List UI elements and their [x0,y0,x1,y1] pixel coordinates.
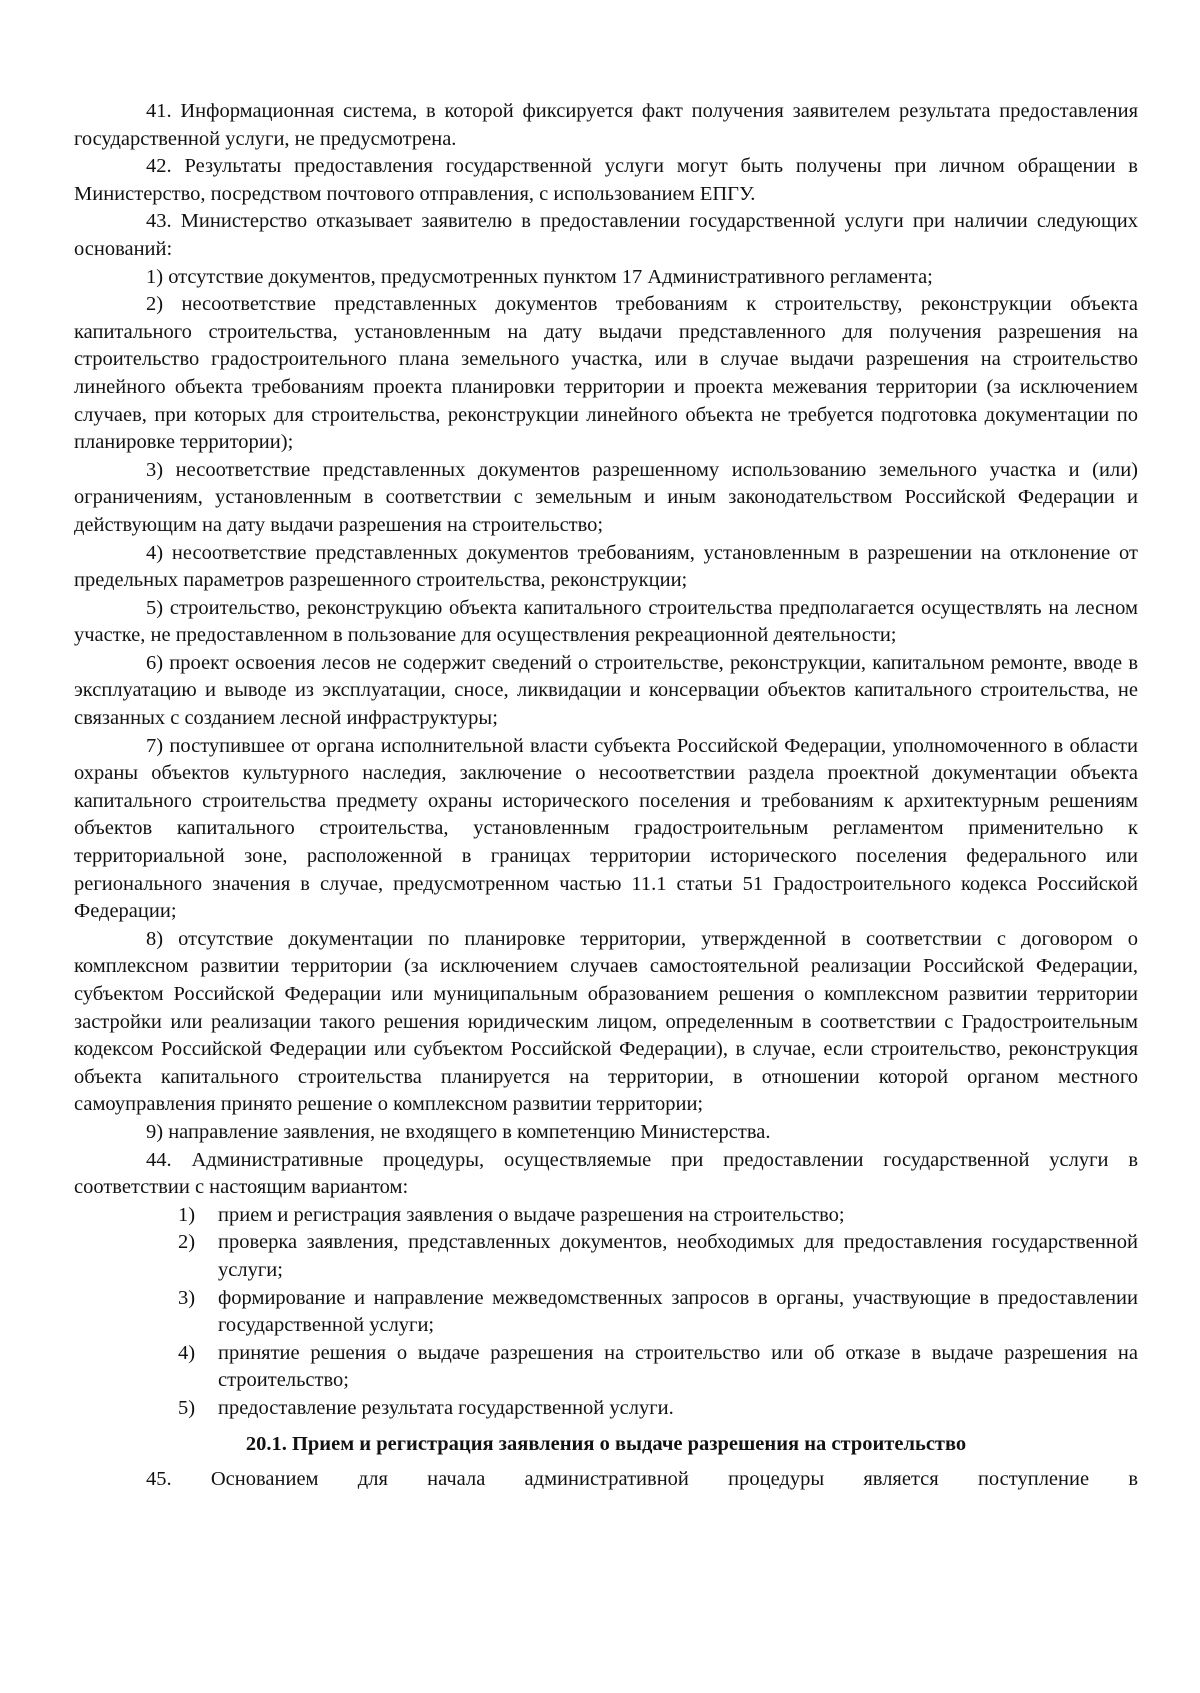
list-item-text: проверка заявления, представленных документов, необходимых для предоставления государственной услуги; [218,1231,1138,1281]
refusal-ground-6: 6) проект освоения лесов не содержит сведений о строительстве, реконструкции, капитальном ремонте, вводе в эксплуатацию и выводе из эксплуатации, сносе, ликвидации и консервации объектов капитального строительства, не связанных с созданием лесной инфраструктуры; [74,651,1138,730]
procedures-list [74,1202,1138,1423]
refusal-ground-9: 9) направление заявления, не входящего в компетенцию Министерства. [146,1120,771,1143]
list-item [74,1202,1138,1230]
refusal-ground-2: 2) несоответствие представленных документов требованиям к строительству, реконструкции объекта капитального строительства, установленным на дату выдачи представленного для получения разрешения на строительство градостроительного плана земельного участка, или в случае выдачи разрешения на строительство линейного объекта требованиям проекта планировки территории и проекта межевания территории (за исключением случаев, при которых для строительства, реконструкции линейного объекта не требуется подготовка документации по планировке территории); [74,293,1138,454]
paragraph-41: 41. Информационная система, в которой фиксируется факт получения заявителем результата предоставления государственной услуги, не предусмотрена. [74,100,1138,150]
list-item-number: 1) [178,1203,196,1226]
list-item-text: предоставление результата государственной услуги. [218,1396,674,1419]
list-item [74,1229,1138,1284]
list-item-number: 5) [178,1396,196,1419]
refusal-ground-3: 3) несоответствие представленных документов разрешенному использованию земельного участка и (или) ограничениям, установленным в соответствии с земельным и иным законодательством Российской Федерации и действующим на дату выдачи разрешения на строительство; [74,458,1138,536]
refusal-ground-5: 5) строительство, реконструкцию объекта капитального строительства предполагается осуществлять на лесном участке, не предоставленном в пользование для осуществления рекреационной деятельности; [74,596,1138,647]
section-heading: 20.1. Прием и регистрация заявления о выдаче разрешения на строительство [245,1432,967,1455]
paragraph-44: 44. Административные процедуры, осуществляемые при предоставлении государственной услуги в соответствии с настоящим вариантом: [74,1148,1138,1199]
list-item [74,1395,1138,1423]
refusal-ground-8: 8) отсутствие документации по планировке территории, утвержденной в соответствии с договором о комплексном развитии территории (за исключением случаев самостоятельной реализации Российской Федерации, субъектом Российской Федерации или муниципальным образованием решения о комплексном развитии территории застройки или реализации такого решения юридическим лицом, определенным в соответствии с Градостроительным кодексом Российской Федерации или субъектом Российской Федерации), в случае, если строительство, реконструкция объекта капитального строительства планируется на территории, в отношении которой органом местного самоуправления принято решение о комплексном развитии территории; [74,927,1138,1116]
refusal-ground-1: 1) отсутствие документов, предусмотренных пунктом 17 Административного регламента; [146,265,933,288]
paragraph-45: 45. Основанием для начала административной процедуры является поступление в [146,1468,1138,1491]
list-item-number: 3) [178,1286,196,1309]
list-item-text: принятие решения о выдаче разрешения на строительство или об отказе в выдаче разрешения на строительство; [218,1341,1138,1392]
list-item [74,1340,1138,1395]
paragraphs-top [74,98,1138,1202]
list-item-text: формирование и направление межведомственных запросов в органы, участвующие в предоставлении государственной услуги; [218,1286,1138,1337]
list-item-number: 4) [178,1341,196,1364]
refusal-ground-7: 7) поступившее от органа исполнительной власти субъекта Российской Федерации, уполномоченного в области охраны объектов культурного наследия, заключение о несоответствии раздела проектной документации объекта капитального строительства предмету охраны исторического поселения и требованиям к архитектурным решениям объектов капитального строительства, установленным градостроительным регламентом применительно к территориальной зоне, расположенной в границах территории исторического поселения федерального или регионального значения в случае, предусмотренном частью 11.1 статьи 51 Градостроительного кодекса Российской Федерации; [74,734,1138,923]
paragraph-43: 43. Министерство отказывает заявителю в предоставлении государственной услуги при наличии следующих оснований: [74,210,1138,260]
list-item-text: прием и регистрация заявления о выдаче разрешения на строительство; [218,1203,845,1226]
list-item-number: 2) [178,1231,196,1254]
refusal-ground-4: 4) несоответствие представленных документов требованиям, установленным в разрешении на отклонение от предельных параметров разрешенного строительства, реконструкции; [74,541,1138,592]
list-item [74,1285,1138,1340]
paragraph-42: 42. Результаты предоставления государственной услуги могут быть получены при личном обращении в Министерство, посредством почтового отправления, с использованием ЕПГУ. [74,155,1138,205]
